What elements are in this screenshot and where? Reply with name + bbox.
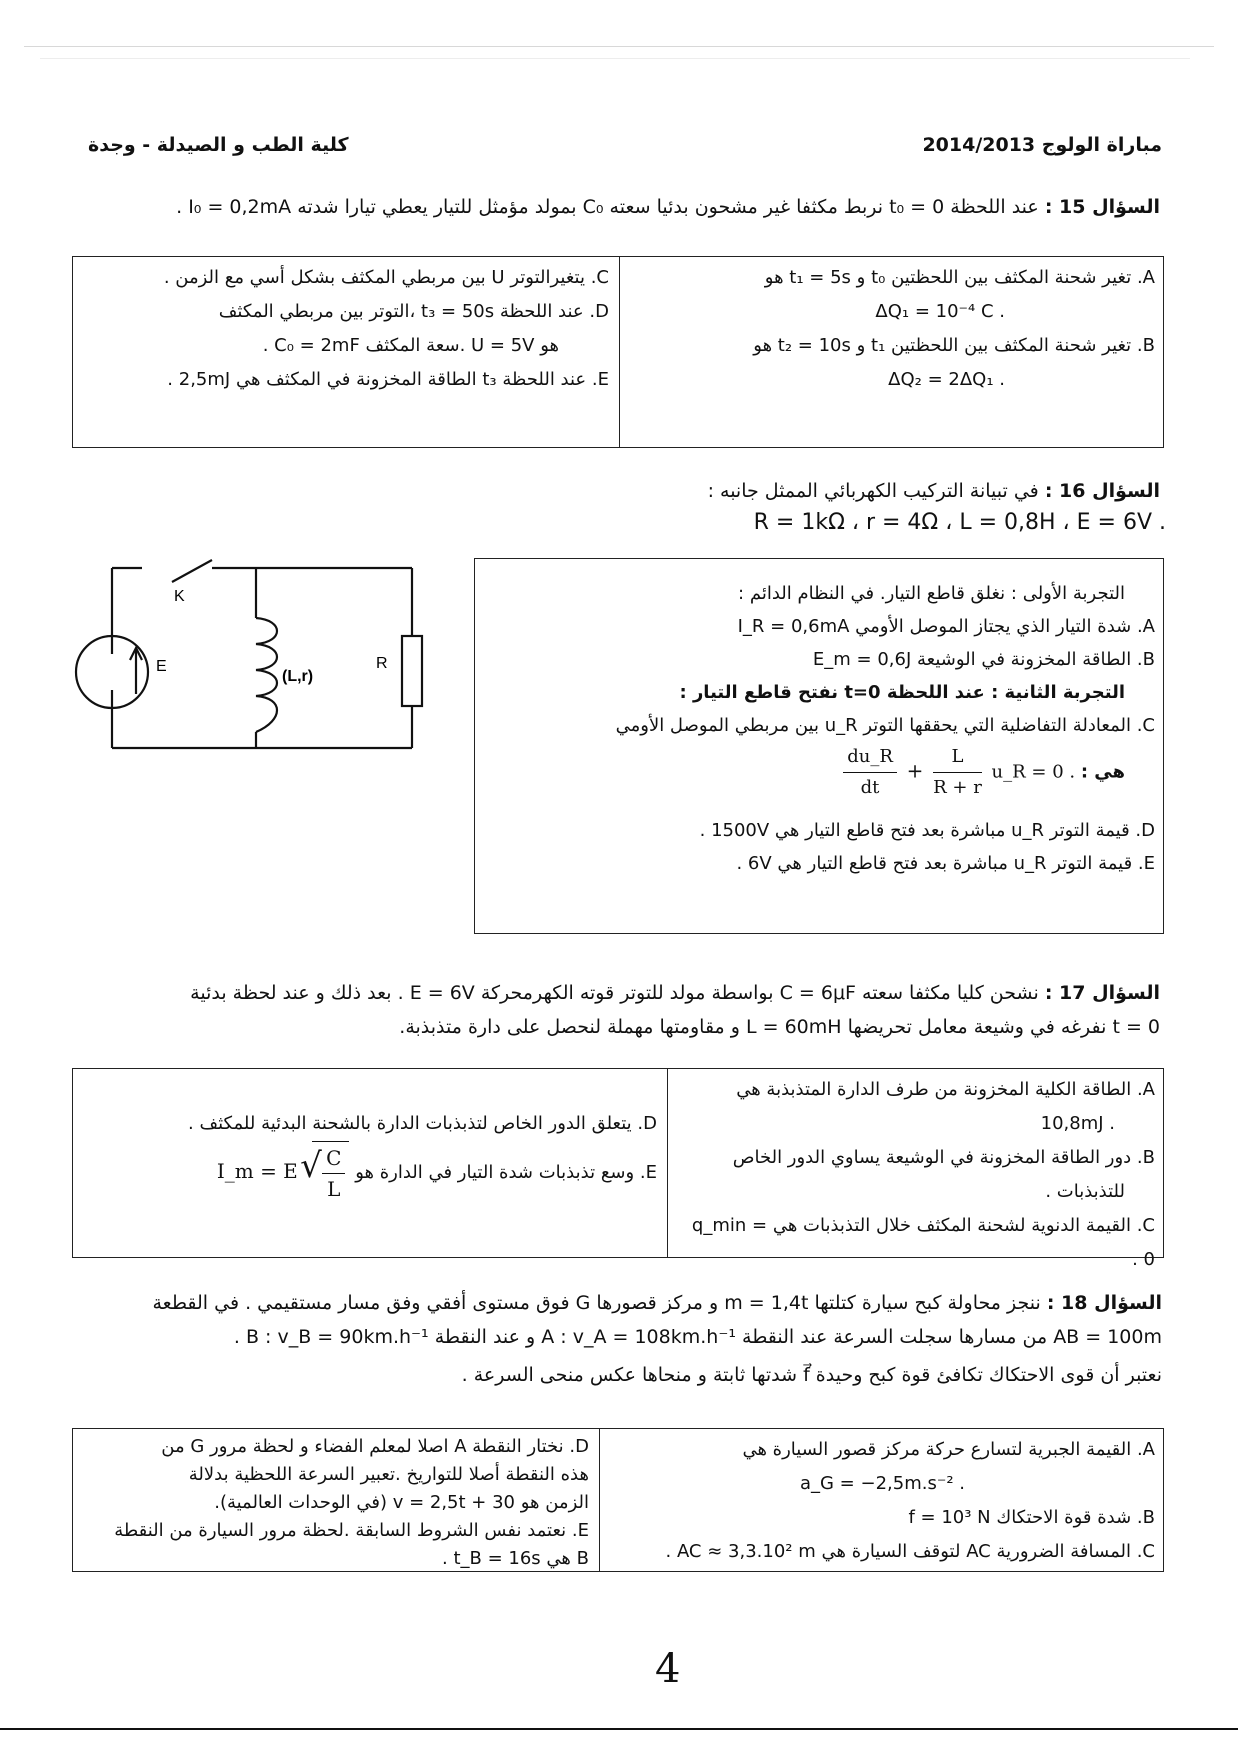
q17-option-a-line1: A. الطاقة الكلية المخزونة من طرف الدارة المتذبذبة هي <box>736 1079 1155 1100</box>
q15-option-c: C. يتغيرالتوتر U بين مربطي المكثف بشكل أسي مع الزمن . <box>163 267 609 288</box>
q17-title: السؤال 17 : <box>1044 982 1160 1004</box>
q16-answer-box <box>474 558 1164 934</box>
q15-left-column <box>73 257 619 397</box>
q18-answer-box <box>72 1428 1164 1572</box>
q16-text: في تبيانة التركيب الكهربائي الممثل جانبه : <box>707 480 1039 502</box>
formula-left: I_m = E <box>216 1159 298 1183</box>
q16-statement <box>260 474 1160 508</box>
q16-values: . R = 1kΩ ، r = 4Ω ، L = 0,8H ، E = 6V <box>753 510 1166 535</box>
q15-option-b-line1: B. تغير شحنة المكثف بين اللحظتين t₁ و t₂ = 10s هو <box>753 335 1155 356</box>
equation-tail: u_R = 0 . <box>991 761 1076 783</box>
switch-label: K <box>174 588 185 605</box>
q17-statement-line1 <box>50 976 1160 1010</box>
q18-left-column <box>73 1429 599 1573</box>
q15-option-a-line1: A. تغير شحنة المكثف بين اللحظتين t₀ و t₁ = 5s هو <box>764 267 1155 288</box>
q17-statement-line2: t = 0 نفرغه في وشيعة معامل تحريضها L = 60mH و مقاومتها مهملة لنحصل على دارة متذبذبة. <box>399 1016 1160 1038</box>
q17-right-column <box>669 1069 1165 1277</box>
q17-option-b-line2: للتذبذبات . <box>1045 1181 1125 1202</box>
q18-option-e-line2: B هي t_B = 16s . <box>442 1548 589 1569</box>
page-number: 4 <box>655 1646 681 1692</box>
scan-faint-rule <box>40 58 1190 59</box>
q16-option-c-label: هي : <box>1080 761 1125 783</box>
equation-denominator-1: dt <box>860 777 880 798</box>
q15-option-a-line2: . ΔQ₁ = 10⁻⁴ C <box>875 301 1005 322</box>
q16-title: السؤال 16 : <box>1044 480 1160 502</box>
q15-option-d-line2: هو U = 5V .سعة المكثف C₀ = 2mF . <box>262 335 559 356</box>
q17-option-c: C. القيمة الدنوية لشحنة المكثف خلال التذبذبات هي q_min = 0 . <box>691 1215 1155 1270</box>
q18-title: السؤال 18 : <box>1046 1292 1162 1314</box>
q16-experiment-1: التجربة الأولى : نغلق قاطع التيار. في النظام الدائم : <box>738 583 1125 604</box>
q18-statement-line1 <box>52 1286 1162 1320</box>
formula-denominator: L <box>327 1177 341 1201</box>
q17-left-column <box>73 1103 667 1211</box>
q17-option-d: D. يتعلق الدور الخاص لتذبذبات الدارة بالشحنة البدئية للمكثف . <box>188 1113 657 1134</box>
q15-text: عند اللحظة t₀ = 0 نربط مكثفا غير مشحون بدئيا سعته C₀ بمولد مؤمثل للتيار يعطي تيارا شدته I₀ = 0,2mA . <box>176 196 1039 218</box>
q18-right-column <box>601 1429 1165 1569</box>
q17-option-a-line2: . 10,8mJ <box>1040 1113 1115 1134</box>
formula-numerator: C <box>322 1143 345 1174</box>
q17-option-e: E. وسع تذبذبات شدة التيار في الدارة هو <box>355 1162 657 1183</box>
equation-numerator-2: L <box>933 742 982 773</box>
generator-label: E <box>156 658 167 675</box>
q15-answer-box <box>72 256 1164 448</box>
faculty-name: كلية الطب و الصيدلة - وجدة <box>88 134 349 156</box>
q18-option-c: C. المسافة الضرورية AC لتوقف السيارة هي AC ≈ 3,3.10² m . <box>665 1541 1155 1562</box>
q16-option-a: A. شدة التيار الذي يجتاز الموصل الأومي I_R = 0,6mA <box>737 616 1155 637</box>
scan-top-rule <box>24 46 1214 47</box>
q16-experiment-2: التجربة الثانية : عند اللحظة t=0 نفتح قاطع التيار : <box>679 682 1125 703</box>
q15-statement <box>60 190 1160 224</box>
q18-option-a-line1: A. القيمة الجبرية لتسارع حركة مركز قصور السيارة هي <box>742 1439 1155 1460</box>
q18-option-a-line2: . a_G = −2,5m.s⁻² <box>799 1473 965 1494</box>
q17-text-1: نشحن كليا مكثفا سعته C = 6μF بواسطة مولد للتوتر قوته الكهرمحركة E = 6V . بعد ذلك و عند لحظة بدئية <box>190 982 1039 1004</box>
q16-content <box>475 573 1165 880</box>
q16-equation: هي : $\frac{du\_R}{dt}$ + $\frac{L}{R + r}$ u_R = 0 . <box>487 742 1155 814</box>
q18-statement-line3: نعتبر أن قوى الاحتكاك تكافئ قوة كبح وحيدة f⃗ شدتها ثابتة و منحاها عكس منحى السرعة . <box>461 1364 1162 1386</box>
q17-option-b-line1: B. دور الطاقة المخزونة في الوشيعة يساوي الدور الخاص <box>732 1147 1155 1168</box>
q17-option-e-row <box>85 1141 657 1211</box>
q18-option-e-line1: E. نعتمد نفس الشروط السابقة .لحظة مرور السيارة من النقطة <box>114 1520 589 1541</box>
q15-option-b-line2: . ΔQ₂ = 2ΔQ₁ <box>888 369 1005 390</box>
exam-title: مباراة الولوج 2014/2013 <box>922 134 1162 156</box>
q18-option-d-line3: الزمن هو v = 2,5t + 30 (في الوحدات العالمية). <box>214 1492 589 1513</box>
q15-option-e: E. عند اللحظة t₃ الطاقة المخزونة في المكثف هي 2,5mJ . <box>167 369 609 390</box>
resistor-label: R <box>376 655 388 672</box>
coil-label: (L,r) <box>282 668 314 685</box>
q16-option-c-line1: C. المعادلة التفاضلية التي يحققها التوتر u_R بين مربطي الموصل الأومي <box>615 715 1155 736</box>
rl-circuit-diagram <box>72 556 452 766</box>
q17-current-amplitude-formula: I_m = E √ $\frac{C}{L}$ <box>217 1141 350 1204</box>
equation-denominator-2: R + r <box>933 777 982 798</box>
q18-option-d-line2: هذه النقطة أصلا للتواريخ .تعبير السرعة اللحظية بدلالة <box>188 1464 589 1485</box>
scan-bottom-rule <box>0 1728 1238 1730</box>
q18-option-b: B. شدة قوة الاحتكاك f = 10³ N <box>908 1507 1155 1528</box>
q16-option-b: B. الطاقة المخزونة في الوشيعة E_m = 0,6J <box>812 649 1155 670</box>
q18-statement-line2: AB = 100m من مسارها سجلت السرعة عند النقطة A : v_A = 108km.h⁻¹ و عند النقطة B : v_B = 90km.h⁻¹ . <box>233 1326 1162 1348</box>
q18-text-1: ننجز محاولة كبح سيارة كتلتها m = 1,4t و مركز قصورها G فوق مستوى أفقي وفق مسار مستقيمي . في القطعة <box>152 1292 1041 1314</box>
q18-option-d-line1: D. نختار النقطة A اصلا لمعلم الفضاء و لحظة مرور G من <box>161 1436 589 1457</box>
q17-answer-box <box>72 1068 1164 1270</box>
equation-numerator-1: du_R <box>843 742 897 773</box>
q15-option-d-line1: D. عند اللحظة t₃ = 50s ،التوتر بين مربطي المكثف <box>218 301 609 322</box>
q16-option-d: D. قيمة التوتر u_R مباشرة بعد فتح قاطع التيار هي 1500V . <box>699 820 1155 841</box>
q15-title: السؤال 15 : <box>1044 196 1160 218</box>
q15-right-column <box>621 257 1165 397</box>
q16-option-e: E. قيمة التوتر u_R مباشرة بعد فتح قاطع التيار هي 6V . <box>736 853 1155 874</box>
